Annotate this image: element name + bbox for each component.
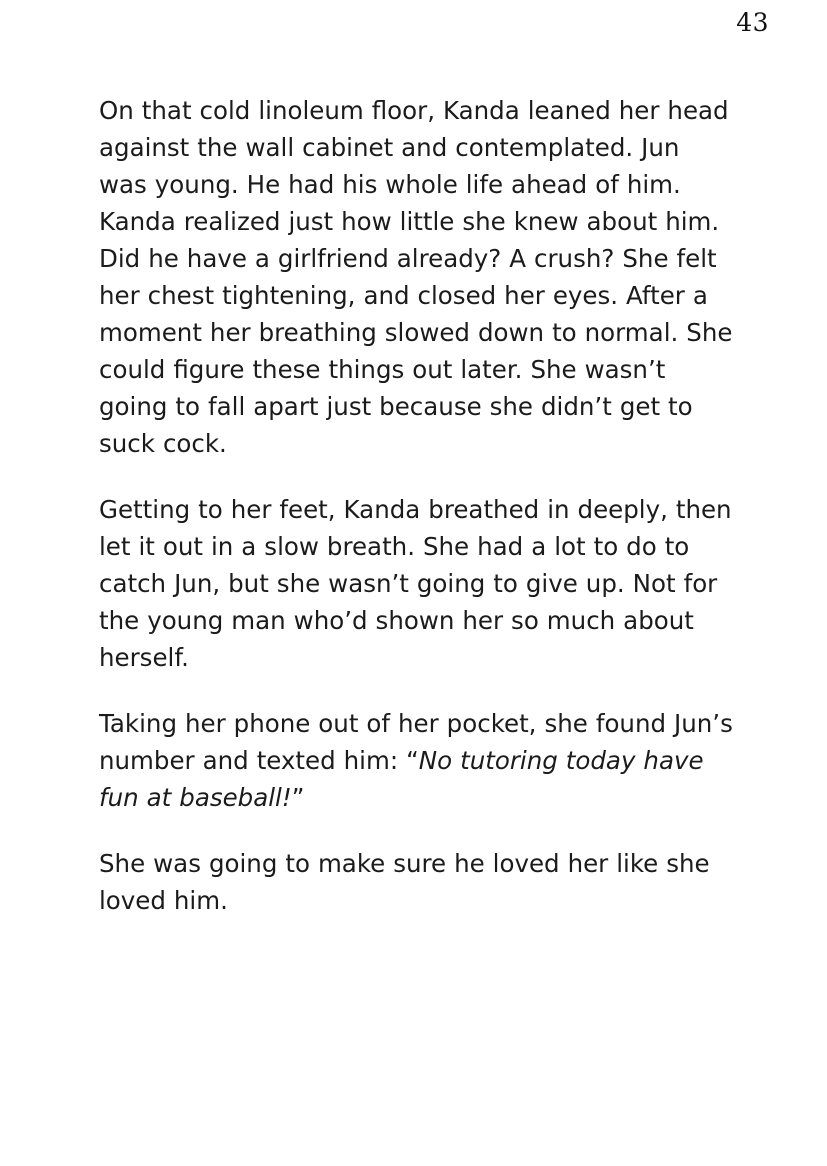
paragraph: She was going to make sure he loved her like she loved him.: [99, 849, 710, 915]
text-message-quote: No tutoring today have fun at baseball!: [99, 746, 704, 812]
paragraph: On that cold linoleum floor, Kanda leaned her head against the wall cabinet and contemplated. Jun was young. He had his whole life ahead of him. Kanda realized just how little she knew about him. Did he have a girlfriend already? A crush? She felt her chest tightening, and closed her eyes. After a moment her breathing slowed down to normal. She could figure these things out later. She wasn’t going to fall apart just because she didn’t get to suck cock.: [99, 96, 733, 458]
page-body-text: [99, 92, 733, 919]
paragraph-lead-text: Taking her phone out of her pocket, she found Jun’s number and texted him: “: [99, 709, 733, 775]
paragraph-tail-text: ”: [291, 783, 305, 812]
page-number: 43: [736, 8, 769, 37]
paragraph: Getting to her feet, Kanda breathed in deeply, then let it out in a slow breath. She had a lot to do to catch Jun, but she wasn’t going to give up. Not for the young man who’d shown her so much about herself.: [99, 495, 732, 672]
paragraph: [99, 705, 733, 816]
